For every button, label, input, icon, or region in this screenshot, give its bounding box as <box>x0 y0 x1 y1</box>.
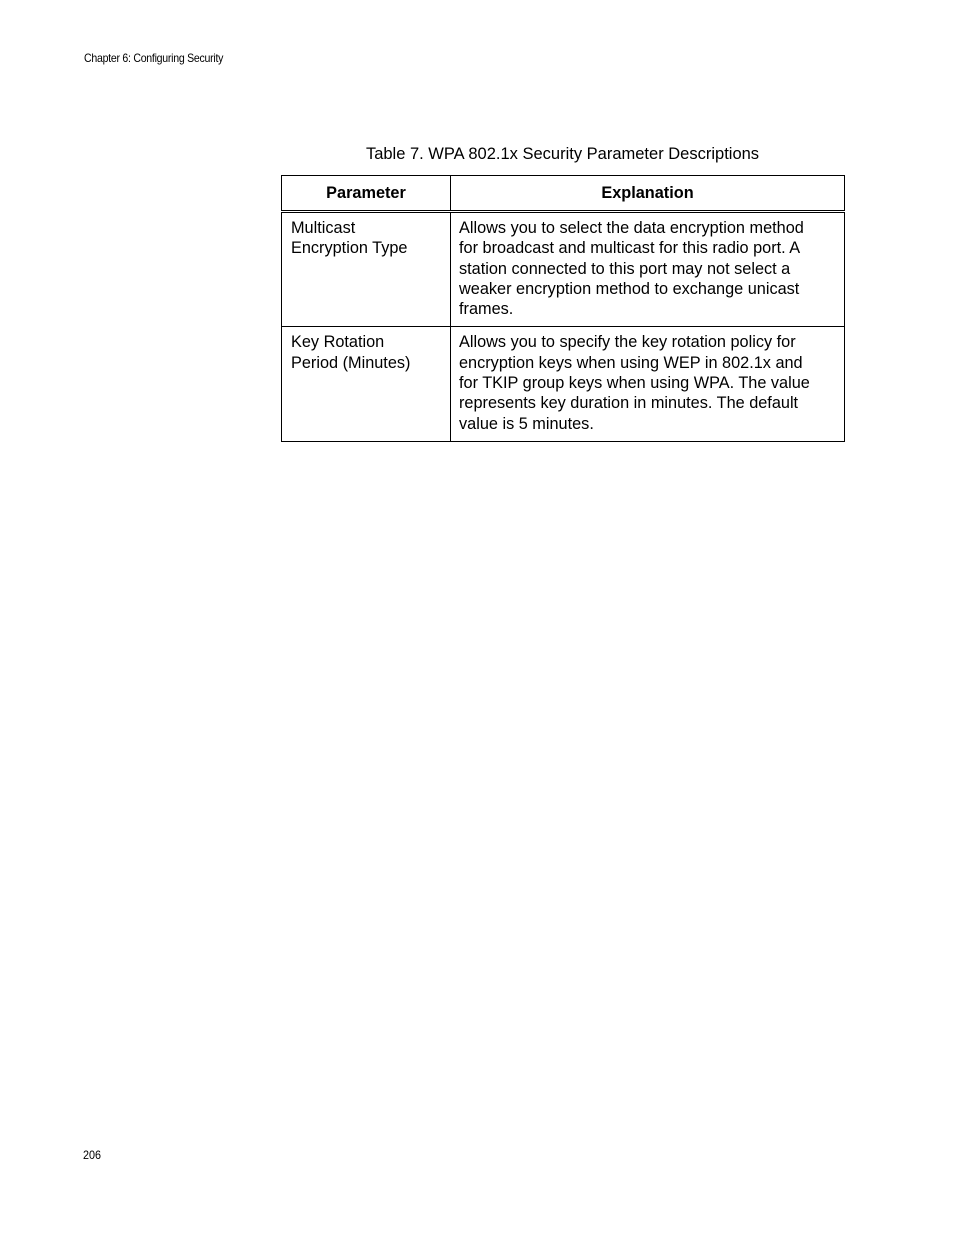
explanation-cell <box>451 212 845 327</box>
cell-line: frames. <box>459 300 514 319</box>
cell-line: weaker encryption method to exchange unicast <box>459 279 800 298</box>
cell-line: Key Rotation <box>291 333 385 352</box>
table-row <box>282 327 845 441</box>
cell-line: represents key duration in minutes. The default <box>459 394 799 413</box>
explanation-cell <box>451 327 845 441</box>
cell-line: Encryption Type <box>291 239 408 258</box>
column-header-explanation: Explanation <box>451 176 845 212</box>
cell-line: encryption keys when using WEP in 802.1x and <box>459 353 803 372</box>
cell-line: for TKIP group keys when using WPA. The value <box>459 374 810 393</box>
cell-line: Period (Minutes) <box>291 353 411 372</box>
cell-line: Multicast <box>291 219 356 237</box>
table-row <box>282 212 845 327</box>
page-number: 206 <box>83 1148 102 1162</box>
cell-line: for broadcast and multicast for this radio port. A <box>459 239 801 258</box>
cell-line: station connected to this port may not select a <box>459 259 791 278</box>
parameter-cell <box>282 327 451 441</box>
parameter-table <box>281 175 845 442</box>
parameter-cell <box>282 212 451 327</box>
cell-line: Allows you to select the data encryption method <box>459 219 804 237</box>
cell-line: value is 5 minutes. <box>459 414 594 433</box>
cell-line: Allows you to specify the key rotation policy for <box>459 333 796 352</box>
column-header-parameter: Parameter <box>282 176 451 212</box>
table-header-row <box>282 176 845 212</box>
running-header: Chapter 6: Configuring Security <box>84 51 224 65</box>
table-caption: Table 7. WPA 802.1x Security Parameter Descriptions <box>365 145 760 163</box>
